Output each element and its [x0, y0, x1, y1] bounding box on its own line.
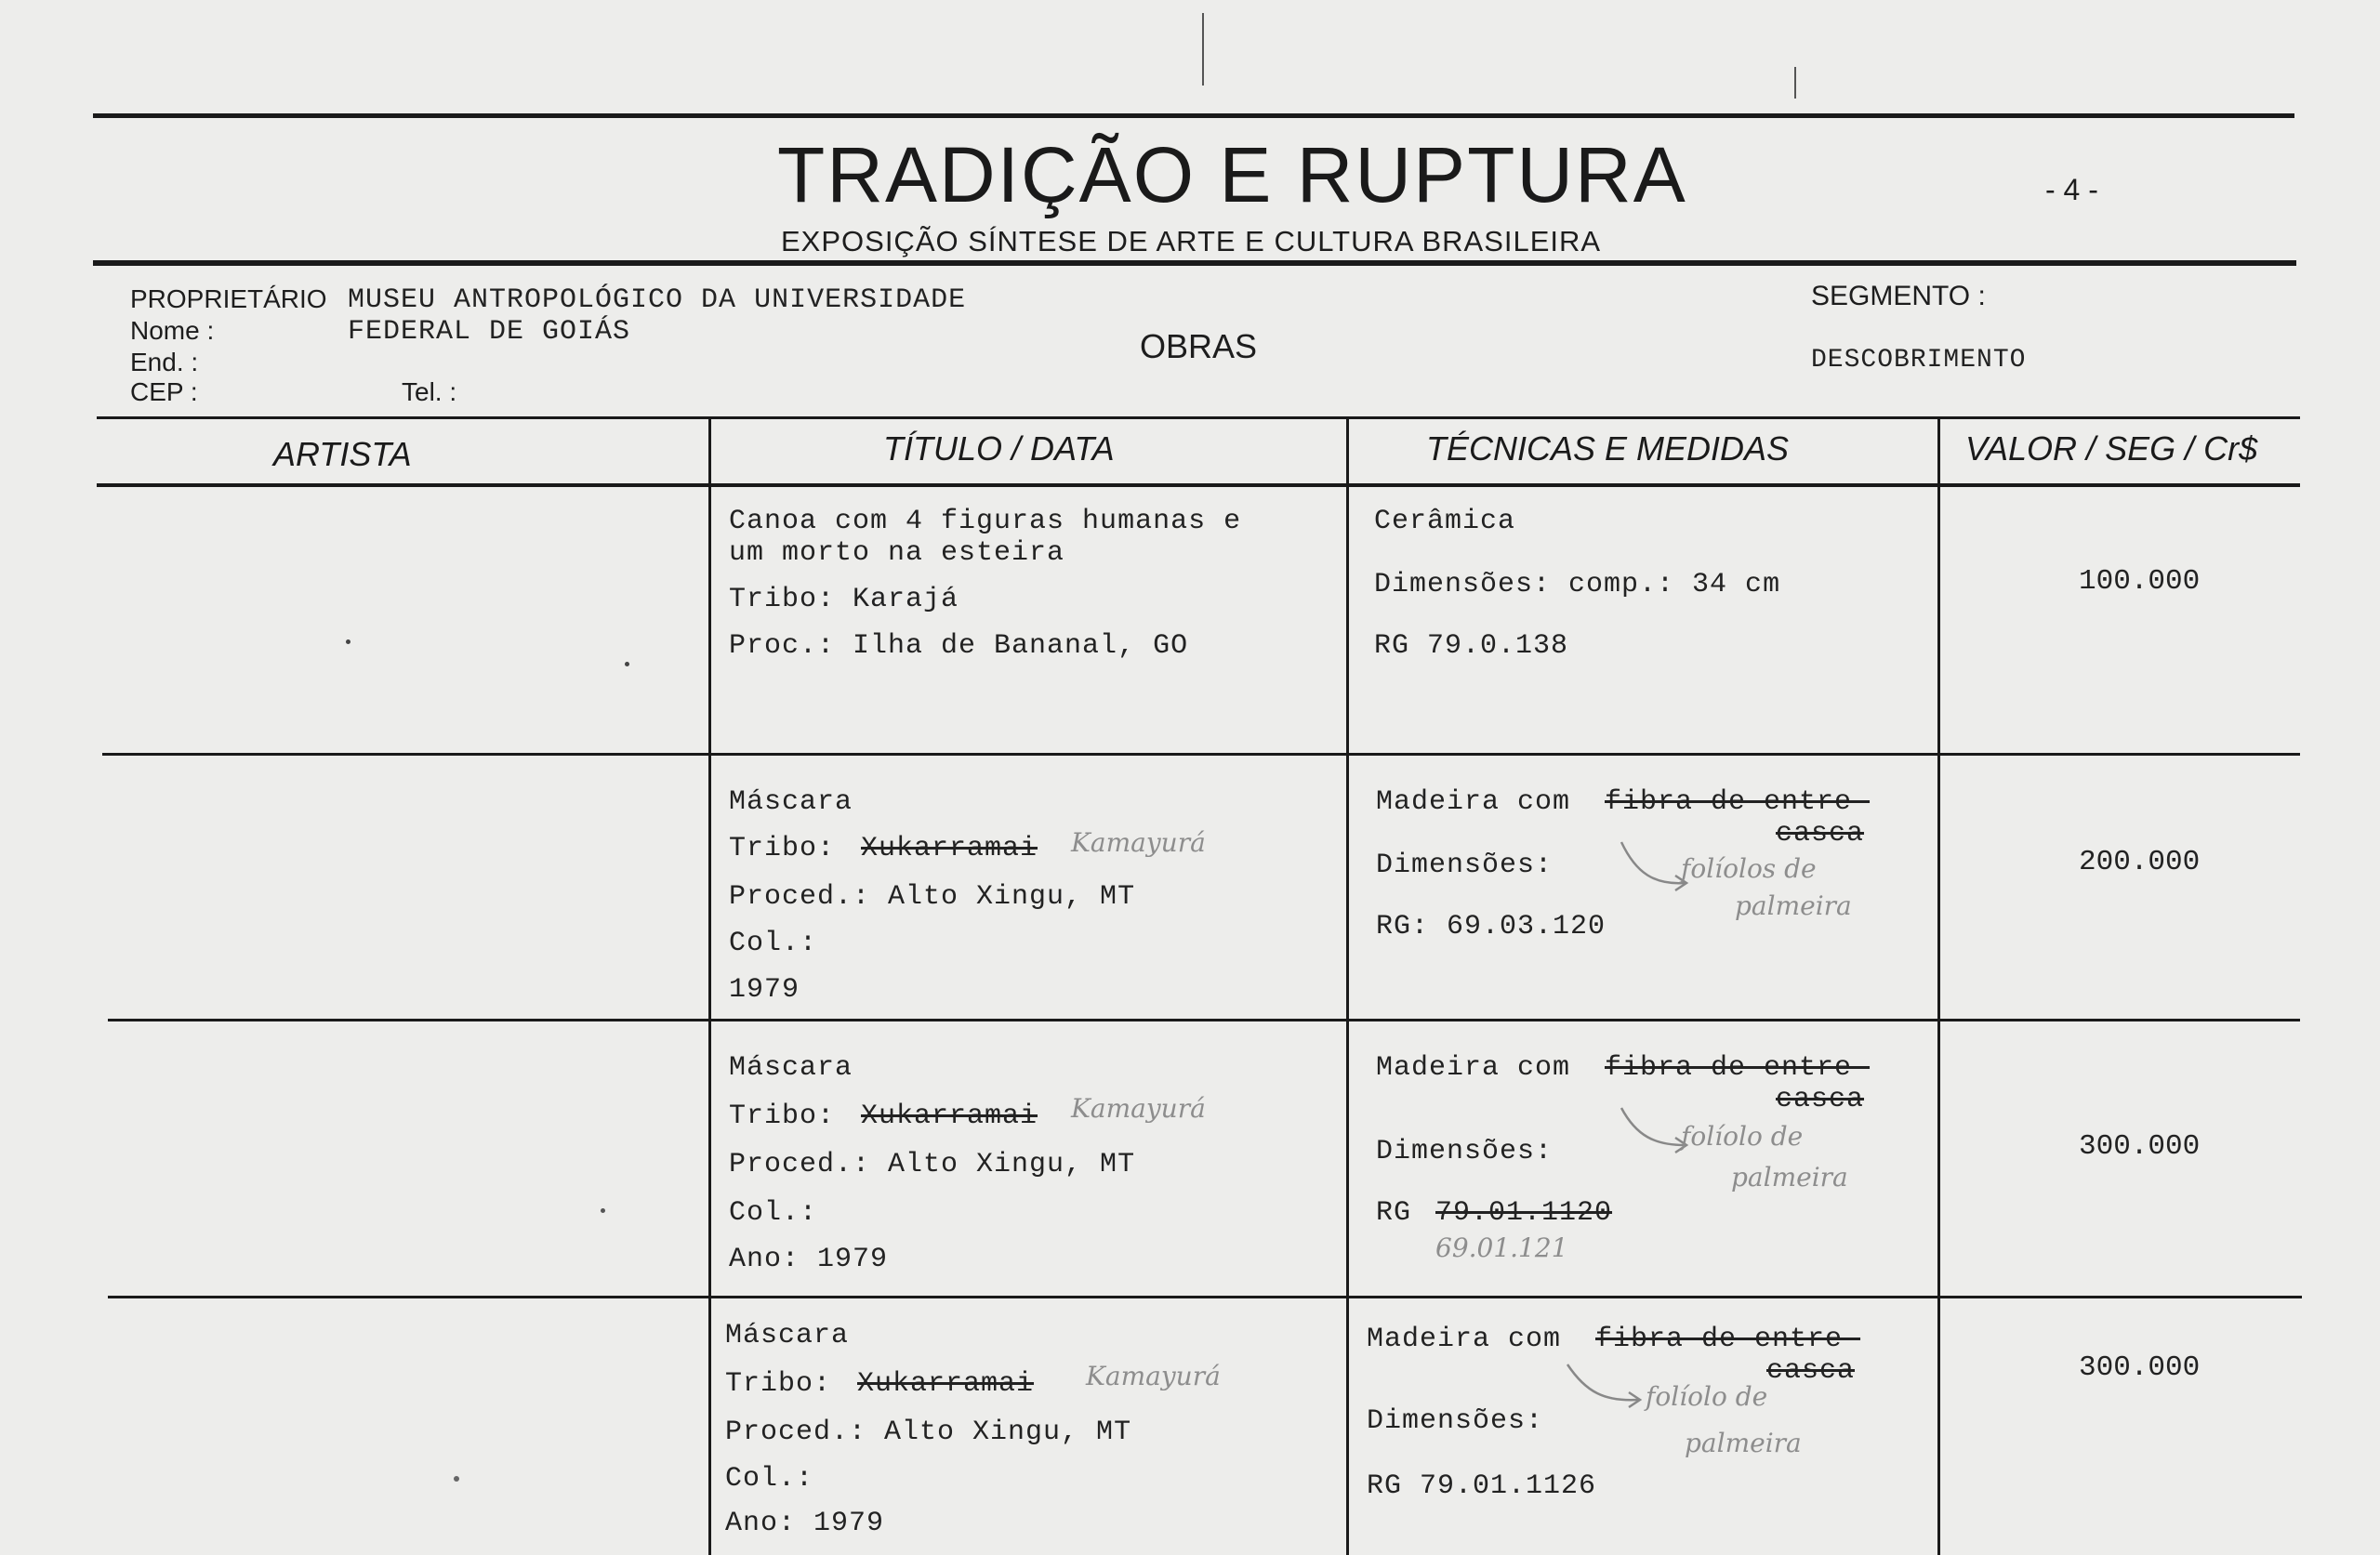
tecnicas-line: Madeira com — [1367, 1324, 1562, 1355]
tribo-handwritten: Kamayurá — [1086, 1361, 1221, 1391]
header-bottom-rule — [93, 260, 2296, 266]
titulo-line: Proced.: Alto Xingu, MT — [729, 1149, 1136, 1180]
titulo-line: Col.: — [729, 1197, 818, 1229]
paper-speck — [625, 662, 629, 666]
tribo-handwritten: Kamayurá — [1071, 1093, 1206, 1124]
handwritten-note: palmeira — [1735, 890, 1852, 921]
header-top-rule — [93, 113, 2294, 118]
cep-label: CEP : — [130, 377, 198, 406]
edge-mark — [1794, 67, 1796, 99]
nome-label: Nome : — [130, 316, 215, 345]
column-divider — [1937, 418, 1940, 1555]
tribo-struck: Xukarramai — [861, 833, 1038, 864]
handwritten-note: folíolos de — [1681, 853, 1817, 884]
valor-cell: 300.000 — [2079, 1130, 2201, 1163]
segmento-label: SEGMENTO : — [1811, 281, 1986, 311]
paper-speck — [346, 639, 350, 644]
annotation-arrow-icon — [1564, 1359, 1647, 1411]
tecnicas-struck: casca — [1766, 1355, 1856, 1387]
handwritten-note: palmeira — [1685, 1428, 1802, 1458]
titulo-line: Col.: — [729, 928, 818, 959]
proprietario-label: PROPRIETÁRIO — [130, 284, 327, 313]
handwritten-note: folíolo de — [1646, 1381, 1768, 1412]
titulo-line: Ano: 1979 — [729, 1244, 889, 1275]
titulo-line: Canoa com 4 figuras humanas e — [729, 506, 1242, 537]
titulo-line: Tribo: — [725, 1368, 832, 1400]
titulo-line: Máscara — [729, 1052, 853, 1084]
obras-label: OBRAS — [1140, 327, 1258, 365]
row-rule — [108, 1019, 2300, 1021]
titulo-line: Máscara — [725, 1320, 850, 1351]
titulo-line: Proc.: Ilha de Bananal, GO — [729, 630, 1189, 662]
end-label: End. : — [130, 348, 199, 376]
tecnicas-line: Dimensões: — [1376, 850, 1554, 881]
titulo-line: 1979 — [729, 974, 800, 1006]
titulo-line: Máscara — [729, 786, 853, 818]
tecnicas-struck: fibra de entre- — [1605, 1052, 1871, 1084]
tecnicas-line: RG 79.01.1126 — [1367, 1470, 1597, 1502]
tecnicas-line: Dimensões: — [1367, 1405, 1544, 1437]
titulo-line: Tribo: Karajá — [729, 584, 959, 615]
tecnicas-struck: fibra de entre- — [1595, 1324, 1861, 1355]
rg-struck: 79.01.1120 — [1435, 1197, 1613, 1229]
col-header-titulo: TÍTULO / DATA — [883, 429, 1115, 468]
row-rule — [108, 1296, 2302, 1298]
titulo-line: Tribo: — [729, 1100, 836, 1132]
tecnicas-line: Dimensões: — [1376, 1136, 1554, 1167]
tribo-struck: Xukarramai — [861, 1100, 1038, 1132]
tecnicas-line: Dimensões: comp.: 34 cm — [1374, 569, 1781, 600]
tel-label: Tel. : — [402, 377, 457, 406]
tecnicas-struck: fibra de entre- — [1605, 786, 1871, 818]
titulo-line: Tribo: — [729, 833, 836, 864]
col-header-artista: ARTISTA — [273, 435, 412, 473]
titulo-line: Proced.: Alto Xingu, MT — [725, 1417, 1132, 1448]
table-top-rule — [97, 416, 2300, 419]
edge-mark — [1202, 13, 1204, 86]
tecnicas-line: RG — [1376, 1197, 1412, 1229]
col-header-tecnicas: TÉCNICAS E MEDIDAS — [1426, 429, 1790, 468]
column-divider — [1346, 418, 1349, 1555]
paper-speck — [601, 1208, 605, 1213]
col-header-valor: VALOR / SEG / Cr$ — [1965, 429, 2258, 468]
titulo-line: Ano: 1979 — [725, 1508, 885, 1539]
tecnicas-line: Madeira com — [1376, 786, 1571, 818]
tecnicas-line: RG: 69.03.120 — [1376, 911, 1606, 942]
column-divider — [708, 418, 711, 1555]
owner-name-line1: MUSEU ANTROPOLÓGICO DA UNIVERSIDADE — [348, 284, 967, 316]
tecnicas-struck: casca — [1776, 818, 1865, 850]
handwritten-note: folíolo de — [1681, 1121, 1804, 1152]
document-title: TRADIÇÃO E RUPTURA — [777, 131, 1687, 218]
valor-cell: 200.000 — [2079, 846, 2201, 878]
tribo-struck: Xukarramai — [857, 1368, 1035, 1400]
titulo-line: Col.: — [725, 1463, 814, 1495]
row-rule — [102, 753, 2300, 756]
page-number: - 4 - — [2045, 173, 2098, 206]
document-subtitle: EXPOSIÇÃO SÍNTESE DE ARTE E CULTURA BRASILEIRA — [781, 225, 1602, 257]
tribo-handwritten: Kamayurá — [1071, 827, 1206, 858]
segmento-value: DESCOBRIMENTO — [1811, 346, 2027, 375]
table-header-rule — [97, 483, 2300, 487]
tecnicas-line: RG 79.0.138 — [1374, 630, 1569, 662]
owner-name-line2: FEDERAL DE GOIÁS — [348, 316, 631, 348]
rg-handwritten: 69.01.121 — [1435, 1232, 1568, 1263]
valor-cell: 100.000 — [2079, 565, 2201, 598]
titulo-line: Proced.: Alto Xingu, MT — [729, 881, 1136, 913]
titulo-line: um morto na esteira — [729, 537, 1065, 569]
handwritten-note: palmeira — [1731, 1162, 1848, 1193]
paper-speck — [454, 1476, 459, 1482]
tecnicas-struck: casca — [1776, 1084, 1865, 1115]
valor-cell: 300.000 — [2079, 1351, 2201, 1384]
tecnicas-line: Cerâmica — [1374, 506, 1516, 537]
tecnicas-line: Madeira com — [1376, 1052, 1571, 1084]
